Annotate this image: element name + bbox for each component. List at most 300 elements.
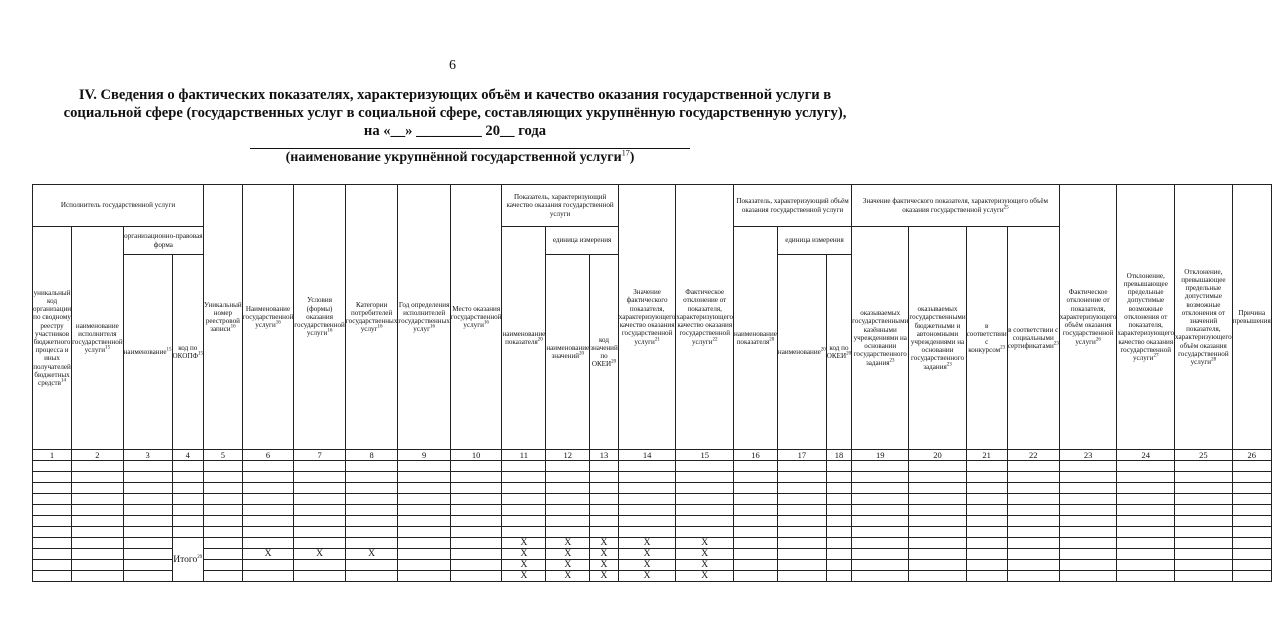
cell[interactable] (72, 538, 124, 549)
cell[interactable] (204, 483, 243, 494)
cell[interactable] (590, 494, 619, 505)
cell[interactable] (852, 527, 909, 538)
total-row (33, 538, 1272, 549)
cell[interactable] (618, 527, 676, 538)
cell[interactable] (618, 461, 676, 472)
cell[interactable] (777, 560, 826, 571)
cell[interactable] (1059, 461, 1117, 472)
cell[interactable] (676, 527, 734, 538)
table-row (33, 505, 1272, 516)
cell[interactable] (590, 483, 619, 494)
cell[interactable] (852, 494, 909, 505)
cell[interactable] (734, 483, 778, 494)
cell[interactable] (1007, 560, 1059, 571)
cell[interactable] (966, 560, 1007, 571)
cell[interactable] (204, 472, 243, 483)
cell[interactable] (1232, 571, 1271, 582)
cell[interactable] (123, 538, 172, 549)
cell[interactable] (1117, 494, 1175, 505)
column-number: 1 (33, 450, 72, 461)
cell[interactable] (734, 516, 778, 527)
cell[interactable] (909, 461, 966, 472)
cell[interactable] (852, 516, 909, 527)
cell[interactable] (1007, 571, 1059, 582)
section-title: IV. Сведения о фактических показателях, характеризующих объём и качество оказания государственной услуги в социальной сфере (государственных услуг в социальной сфере, составляющих укрупнённую государственную услугу), на «__» _________ 20__ года (63, 87, 847, 139)
cell[interactable] (204, 461, 243, 472)
cell[interactable] (1117, 527, 1175, 538)
cell[interactable] (450, 461, 502, 472)
cell[interactable] (242, 461, 294, 472)
cell[interactable] (1007, 505, 1059, 516)
cell[interactable] (1232, 549, 1271, 560)
cell[interactable] (172, 494, 204, 505)
cell[interactable] (590, 505, 619, 516)
cell[interactable] (1059, 549, 1117, 560)
cell[interactable] (345, 505, 398, 516)
cell[interactable] (1117, 560, 1175, 571)
cell[interactable] (72, 461, 124, 472)
cell[interactable] (33, 494, 72, 505)
cell[interactable] (826, 516, 851, 527)
cell[interactable] (502, 516, 546, 527)
cell[interactable] (294, 560, 346, 571)
column-header-label: наименование значений (546, 343, 590, 360)
cell[interactable] (1059, 505, 1117, 516)
cell[interactable] (909, 505, 966, 516)
cell[interactable] (242, 483, 294, 494)
cell[interactable] (294, 472, 346, 483)
cell[interactable] (734, 538, 778, 549)
cell[interactable] (398, 516, 451, 527)
cell[interactable] (502, 461, 546, 472)
cell[interactable] (826, 549, 851, 560)
cell[interactable] (345, 571, 398, 582)
cell[interactable] (450, 505, 502, 516)
cell[interactable] (398, 483, 451, 494)
x-mark: X (618, 571, 676, 582)
cell[interactable] (1059, 494, 1117, 505)
cell[interactable] (1007, 472, 1059, 483)
cell[interactable] (33, 483, 72, 494)
cell[interactable] (1232, 505, 1271, 516)
cell[interactable] (546, 461, 590, 472)
cell[interactable] (777, 494, 826, 505)
cell[interactable] (1007, 461, 1059, 472)
cell[interactable] (294, 527, 346, 538)
cell[interactable] (1175, 483, 1233, 494)
cell[interactable] (72, 483, 124, 494)
cell[interactable] (1059, 571, 1117, 582)
cell[interactable] (852, 549, 909, 560)
cell[interactable] (345, 483, 398, 494)
cell[interactable] (33, 505, 72, 516)
cell[interactable] (294, 461, 346, 472)
cell[interactable] (1175, 538, 1233, 549)
cell[interactable] (72, 527, 124, 538)
cell[interactable] (204, 571, 243, 582)
cell[interactable] (1175, 527, 1233, 538)
cell[interactable] (502, 472, 546, 483)
column-header-label: Значение фактического показателя, характеризующего качество оказания государственной услуги (618, 288, 676, 346)
cell[interactable] (172, 516, 204, 527)
cell[interactable] (826, 505, 851, 516)
cell[interactable] (1232, 494, 1271, 505)
column-header-ref: 23 (946, 362, 952, 368)
total-row (33, 560, 1272, 571)
cell[interactable] (826, 483, 851, 494)
cell[interactable] (777, 483, 826, 494)
column-header-24 (1117, 185, 1175, 450)
cell[interactable] (1007, 549, 1059, 560)
cell[interactable] (966, 516, 1007, 527)
cell[interactable] (909, 494, 966, 505)
cell[interactable] (345, 538, 398, 549)
column-number: 11 (502, 450, 546, 461)
column-number: 24 (1117, 450, 1175, 461)
cell[interactable] (204, 560, 243, 571)
cell[interactable] (1059, 516, 1117, 527)
cell[interactable] (1059, 483, 1117, 494)
cell[interactable] (826, 560, 851, 571)
cell[interactable] (450, 494, 502, 505)
cell[interactable] (72, 494, 124, 505)
cell[interactable] (398, 494, 451, 505)
cell[interactable] (1232, 472, 1271, 483)
cell[interactable] (546, 483, 590, 494)
cell[interactable] (676, 472, 734, 483)
cell[interactable] (777, 472, 826, 483)
cell[interactable] (777, 505, 826, 516)
cell[interactable] (502, 483, 546, 494)
cell[interactable] (676, 461, 734, 472)
cell[interactable] (123, 461, 172, 472)
cell[interactable] (294, 538, 346, 549)
cell[interactable] (1007, 538, 1059, 549)
cell[interactable] (345, 516, 398, 527)
cell[interactable] (1117, 483, 1175, 494)
cell[interactable] (204, 538, 243, 549)
cell[interactable] (502, 527, 546, 538)
cell[interactable] (123, 505, 172, 516)
cell[interactable] (777, 538, 826, 549)
column-number: 25 (1175, 450, 1233, 461)
cell[interactable] (450, 560, 502, 571)
cell[interactable] (172, 472, 204, 483)
column-header-ref: 26 (1095, 337, 1101, 343)
cell[interactable] (618, 483, 676, 494)
cell[interactable] (33, 516, 72, 527)
cell[interactable] (546, 527, 590, 538)
cell[interactable] (33, 571, 72, 582)
column-header-26 (1232, 185, 1271, 450)
cell[interactable] (72, 472, 124, 483)
cell[interactable] (123, 483, 172, 494)
cell[interactable] (966, 494, 1007, 505)
cell[interactable] (1059, 472, 1117, 483)
cell[interactable] (1175, 560, 1233, 571)
column-header-ref: 20 (769, 337, 775, 343)
cell[interactable] (546, 472, 590, 483)
cell[interactable] (33, 538, 72, 549)
cell[interactable] (242, 560, 294, 571)
cell[interactable] (1007, 527, 1059, 538)
cell[interactable] (909, 472, 966, 483)
cell[interactable] (123, 560, 172, 571)
cell[interactable] (734, 527, 778, 538)
cell[interactable] (546, 505, 590, 516)
cell[interactable] (345, 560, 398, 571)
cell[interactable] (734, 505, 778, 516)
column-header-15 (676, 185, 734, 450)
cell[interactable] (734, 472, 778, 483)
column-number: 20 (909, 450, 966, 461)
x-mark: X (502, 560, 546, 571)
column-number: 19 (852, 450, 909, 461)
total-label (172, 538, 204, 582)
cell[interactable] (1007, 483, 1059, 494)
x-mark: X (502, 538, 546, 549)
column-header-label: Уникальный номер реестровой записи (204, 300, 242, 334)
cell[interactable] (909, 516, 966, 527)
cell[interactable] (590, 472, 619, 483)
cell[interactable] (1007, 516, 1059, 527)
cell[interactable] (909, 571, 966, 582)
cell[interactable] (398, 472, 451, 483)
cell[interactable] (1232, 461, 1271, 472)
cell[interactable] (852, 483, 909, 494)
cell[interactable] (398, 505, 451, 516)
cell[interactable] (852, 505, 909, 516)
cell[interactable] (72, 505, 124, 516)
cell[interactable] (502, 505, 546, 516)
cell[interactable] (1175, 494, 1233, 505)
cell[interactable] (590, 461, 619, 472)
cell[interactable] (1059, 560, 1117, 571)
cell[interactable] (966, 505, 1007, 516)
cell[interactable] (502, 494, 546, 505)
cell[interactable] (450, 538, 502, 549)
cell[interactable] (1232, 516, 1271, 527)
column-number: 21 (966, 450, 1007, 461)
cell[interactable] (966, 571, 1007, 582)
cell[interactable] (242, 494, 294, 505)
cell[interactable] (826, 494, 851, 505)
cell[interactable] (909, 560, 966, 571)
cell[interactable] (1232, 483, 1271, 494)
cell[interactable] (72, 571, 124, 582)
cell[interactable] (1117, 538, 1175, 549)
cell[interactable] (852, 571, 909, 582)
cell[interactable] (294, 483, 346, 494)
cell[interactable] (242, 472, 294, 483)
cell[interactable] (909, 549, 966, 560)
cell[interactable] (1117, 472, 1175, 483)
cell[interactable] (734, 560, 778, 571)
x-mark: X (676, 560, 734, 571)
cell[interactable] (909, 538, 966, 549)
cell[interactable] (852, 472, 909, 483)
cell[interactable] (676, 483, 734, 494)
x-mark: X (676, 538, 734, 549)
cell[interactable] (1059, 527, 1117, 538)
cell[interactable] (242, 571, 294, 582)
cell[interactable] (450, 527, 502, 538)
cell[interactable] (852, 560, 909, 571)
cell[interactable] (826, 571, 851, 582)
column-header-label: Фактическое отклонение от показателя, характеризующего качество оказания государственной услуги (676, 288, 734, 346)
cell[interactable] (1117, 516, 1175, 527)
cell[interactable] (1175, 461, 1233, 472)
cell[interactable] (204, 494, 243, 505)
cell[interactable] (345, 461, 398, 472)
cell[interactable] (1117, 461, 1175, 472)
cell[interactable] (33, 461, 72, 472)
column-number: 14 (618, 450, 676, 461)
cell[interactable] (777, 571, 826, 582)
cell[interactable] (450, 472, 502, 483)
cell[interactable] (966, 461, 1007, 472)
cell[interactable] (123, 549, 172, 560)
cell[interactable] (966, 538, 1007, 549)
cell[interactable] (909, 483, 966, 494)
cell[interactable] (72, 516, 124, 527)
cell[interactable] (294, 505, 346, 516)
cell[interactable] (204, 505, 243, 516)
cell[interactable] (294, 494, 346, 505)
cell[interactable] (398, 549, 451, 560)
cell[interactable] (1175, 516, 1233, 527)
cell[interactable] (450, 571, 502, 582)
cell[interactable] (1117, 571, 1175, 582)
cell[interactable] (734, 549, 778, 560)
x-mark: X (546, 549, 590, 560)
group-volume-unit: единица измерения (777, 227, 851, 255)
cell[interactable] (33, 549, 72, 560)
cell[interactable] (242, 505, 294, 516)
cell[interactable] (72, 560, 124, 571)
cell[interactable] (1175, 571, 1233, 582)
cell[interactable] (33, 560, 72, 571)
cell[interactable] (909, 527, 966, 538)
column-number: 23 (1059, 450, 1117, 461)
cell[interactable] (172, 461, 204, 472)
cell[interactable] (123, 571, 172, 582)
cell[interactable] (204, 516, 243, 527)
cell[interactable] (966, 549, 1007, 560)
column-header-14 (618, 185, 676, 450)
cell[interactable] (172, 483, 204, 494)
total-row (33, 571, 1272, 582)
cell[interactable] (734, 571, 778, 582)
cell[interactable] (546, 494, 590, 505)
cell[interactable] (966, 472, 1007, 483)
cell[interactable] (294, 516, 346, 527)
cell[interactable] (172, 527, 204, 538)
cell[interactable] (1232, 538, 1271, 549)
cell[interactable] (618, 494, 676, 505)
cell[interactable] (966, 527, 1007, 538)
cell[interactable] (450, 549, 502, 560)
column-header-ref: 16 (327, 328, 333, 334)
cell[interactable] (590, 527, 619, 538)
cell[interactable] (33, 472, 72, 483)
cell[interactable] (618, 472, 676, 483)
cell[interactable] (398, 538, 451, 549)
cell[interactable] (72, 549, 124, 560)
cell[interactable] (777, 461, 826, 472)
cell[interactable] (546, 516, 590, 527)
cell[interactable] (590, 516, 619, 527)
cell[interactable] (123, 494, 172, 505)
cell[interactable] (242, 516, 294, 527)
cell[interactable] (826, 472, 851, 483)
cell[interactable] (204, 549, 243, 560)
cell[interactable] (734, 461, 778, 472)
cell[interactable] (398, 461, 451, 472)
cell[interactable] (398, 560, 451, 571)
cell[interactable] (734, 494, 778, 505)
x-mark: X (676, 571, 734, 582)
cell[interactable] (1175, 505, 1233, 516)
cell[interactable] (450, 483, 502, 494)
cell[interactable] (242, 538, 294, 549)
cell[interactable] (777, 516, 826, 527)
cell[interactable] (345, 494, 398, 505)
cell[interactable] (172, 505, 204, 516)
cell[interactable] (345, 527, 398, 538)
cell[interactable] (398, 571, 451, 582)
cell[interactable] (777, 527, 826, 538)
column-header-label: код по ОКОПФ (172, 343, 199, 360)
cell[interactable] (826, 527, 851, 538)
cell[interactable] (826, 538, 851, 549)
cell[interactable] (123, 472, 172, 483)
cell[interactable] (398, 527, 451, 538)
cell[interactable] (1117, 505, 1175, 516)
column-header-ref: 20 (820, 347, 826, 353)
cell[interactable] (1007, 494, 1059, 505)
cell[interactable] (450, 516, 502, 527)
cell[interactable] (826, 461, 851, 472)
cell[interactable] (33, 527, 72, 538)
cell[interactable] (1232, 527, 1271, 538)
cell[interactable] (123, 527, 172, 538)
cell[interactable] (123, 516, 172, 527)
cell[interactable] (676, 516, 734, 527)
cell[interactable] (1117, 549, 1175, 560)
cell[interactable] (1232, 560, 1271, 571)
cell[interactable] (294, 571, 346, 582)
cell[interactable] (204, 527, 243, 538)
cell[interactable] (1059, 538, 1117, 549)
column-header-17 (777, 255, 826, 450)
cell[interactable] (1175, 472, 1233, 483)
column-header-ref: 16 (230, 324, 236, 330)
cell[interactable] (1175, 549, 1233, 560)
cell[interactable] (345, 472, 398, 483)
cell[interactable] (242, 527, 294, 538)
cell[interactable] (777, 549, 826, 560)
cell[interactable] (618, 516, 676, 527)
cell[interactable] (618, 505, 676, 516)
cell[interactable] (852, 538, 909, 549)
cell[interactable] (966, 483, 1007, 494)
column-header-4 (172, 255, 204, 450)
x-mark: X (502, 571, 546, 582)
cell[interactable] (676, 505, 734, 516)
cell[interactable] (852, 461, 909, 472)
cell[interactable] (676, 494, 734, 505)
